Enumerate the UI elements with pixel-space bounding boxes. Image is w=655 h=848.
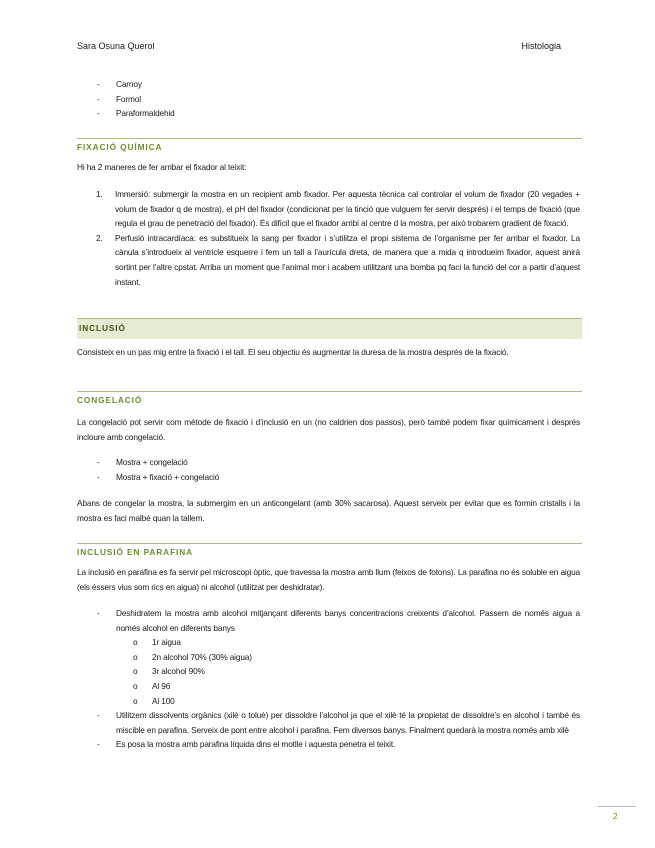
fixacio-intro: Hi ha 2 maneres de fer arribar el fixador al teixit: [77,162,247,172]
list-item: 1. Immersió: submergir la mostra en un recipient amb fixador. Per aquesta tècnica cal controlar el volum de fixador (20 vegades + volum de fixador q de mostra), el pH del fixador (condicionat per la tinció que vulguem fer servir després) i el temps de fixació (que regula el grau de penetració del fixador). És difícil que el fixador arribi al centre d la mostra, per això trobarem gradient de fixació. [96,189,580,229]
footer-divider [598,806,636,807]
congelacio-list [77,455,577,484]
list-item: o 2n alcohol 70% (30% aigua) [133,651,252,662]
list-item: - Paraformaldehid [97,108,175,119]
section-heading-congelacio: CONGELACIÓ [77,391,582,409]
congelacio-text-1: La congelació pot servir com mètode de fixació i d’inclusió en un (no caldrien dos passos), però també podem fixar químicament i després incloure amb congelació. [77,417,580,442]
list-item: - Utilitzem dissolvents orgànics (xilè o toluè) per dissoldre l’alcohol ja que el xilè té la propietat de dissoldre’s en alcohol i també és miscible en parafina. Serveix de pont entre alcohol i parafina. Fem diversos banys. Finalment quedarà la mostra només amb xilè [97,710,580,735]
list-item: o 1r aigua [133,637,181,648]
list-item: - Es posa la mostra amb parafina líquida dins el motlle i aquesta penetra el teixit. [97,739,396,750]
baths-list [116,635,580,708]
congelacio-text-2: Abans de congelar la mostra, la submergim en un anticongelant (amb 30% sacarosa). Aquest serveix per evitar que es formin cristalls i la mostra es faci malbé quan la tallem. [77,498,580,523]
list-item: - Carnoy [97,79,142,89]
section-heading-fixacio-quimica: FIXACIÓ QUÍMICA [77,138,582,156]
inclusio-text: Consisteix en un pas mig entre la fixació i el tall. El seu objectiu és augmentar la duresa de la mostra després de la fixació. [77,347,509,357]
list-item: - Mostra + fixació + congelació [97,471,220,482]
parafina-steps [77,606,580,752]
fixatives-list [77,77,577,121]
section-heading-parafina: INCLUSIÓ EN PARAFINA [77,543,582,561]
list-item: o Al 100 [133,695,175,706]
list-item: 2. Perfusió intracardíaca: es substitueix la sang per fixador i s’utilitza el propi sistema de l’organisme per fer arribar el fixador. La cànula s’introdueix al ventricle esquerre i fem un tall a l’aurícula dreta, de manera que a mida q introdueim fixador, aquest anirà sortint per l’altre cpstat. Arriba un moment que l’animal mor i acabem utilitzant una bomba pq faci la funció del cor a partir d’aquest instant. [96,232,580,287]
section-heading-inclusio: INCLUSIÓ [77,318,582,339]
list-item: - Mostra + congelació [97,457,188,467]
parafina-text-1: La inclusió en parafina es fa servir pel microscopi òptic, que travessa la mostra amb llum (feixos de fotons). La parafina no és soluble en aigua (els éssers vius som rics en aigua) ni alcohol (utilitzat per deshidratar). [77,567,580,592]
list-item: - Formol [97,93,141,104]
fixation-methods-list [77,187,580,289]
header-author: Sara Osuna Querol [77,41,155,51]
page-number: 2 [613,811,618,821]
header-subject: Histologia [521,41,561,51]
list-item: o 3r alcohol 90% [133,666,205,677]
list-item: o Al 96 [133,680,171,691]
list-item: - Deshidratem la mostra amb alcohol mitjançant diferents banys concentracions creixents d’alcohol. Passem de només aigua a només alcohol en diferents banys o 1r aigua o 2n alcohol 70% (30% aigua) o 3r alcohol 90% o Al 96 o Al 100 [77,606,580,708]
